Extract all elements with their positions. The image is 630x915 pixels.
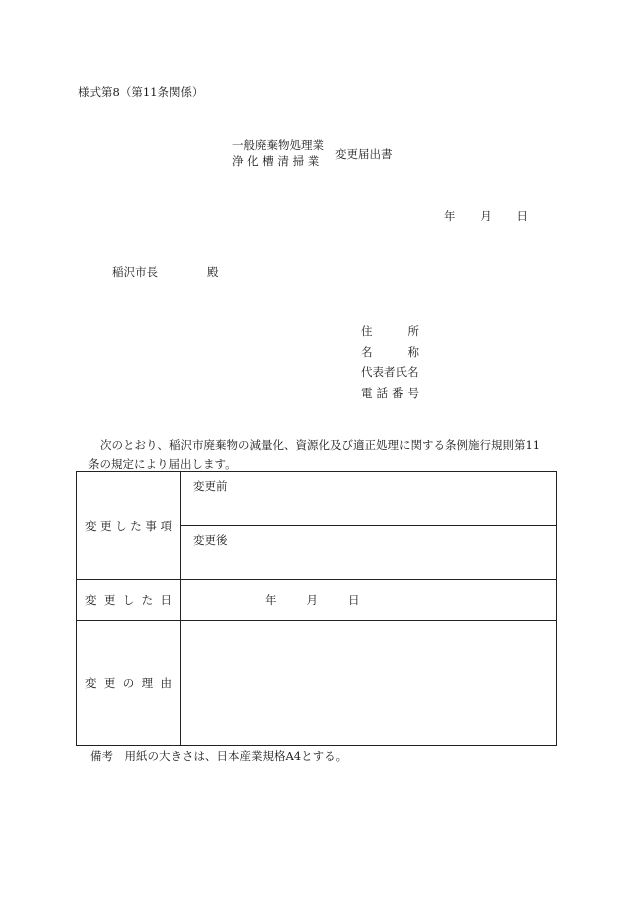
label-char: 変 [85,518,97,533]
label-char: 日 [160,593,172,607]
form-number: 様式第8（第11条関係） [78,85,204,99]
field-phone-label [361,383,419,404]
body-line-1: 次のとおり、稲沢市廃棄物の減量化、資源化及び適正処理に関する条例施行規則第11 [100,438,541,452]
field-address-label [361,321,419,342]
field-address-char-1: 住 [361,324,373,338]
table-row [77,621,557,746]
label-char: 更 [100,518,112,533]
change-date-day: 日 [348,593,360,607]
field-representative-label [361,362,419,383]
field-name-char-1: 名 [361,344,373,359]
changed-item-label [77,472,181,580]
label-char: 更 [103,593,116,607]
submission-date [444,208,528,224]
addressee-name: 稲沢市長 [112,265,158,279]
label-char: 変 [85,593,97,607]
label-char: 理 [141,676,154,690]
applicant-fields [361,321,419,403]
change-reason-label [77,621,181,746]
change-date-month: 月 [306,593,318,607]
change-date-label [77,580,181,621]
label-char: 変 [85,676,97,690]
label-char: 由 [160,676,172,690]
change-table [76,471,557,746]
body-text [88,436,558,474]
field-phone-char-1: 電 [361,385,373,400]
table-row [77,472,557,526]
date-year-label: 年 [444,209,456,223]
label-char: 更 [103,676,116,690]
field-representative-text: 代表者氏名 [361,365,419,379]
title-suffix: 変更届出書 [335,147,393,161]
label-char: 事 [145,518,157,533]
label-char: の [122,676,135,690]
change-date-field[interactable] [181,580,557,621]
after-change-label: 変更後 [193,533,228,547]
title-block [232,137,324,169]
label-char: し [115,518,127,533]
label-char: 項 [160,518,172,533]
before-change-field[interactable] [181,472,557,526]
field-phone-char-2: 話 [376,385,388,400]
field-phone-char-4: 号 [407,385,419,400]
table-row [77,580,557,621]
field-name-label [361,342,419,363]
title-line-1: 一般廃棄物処理業 [232,138,324,152]
change-reason-field[interactable] [181,621,557,746]
after-change-field[interactable] [181,526,557,580]
body-line-2: 条の規定により届出します。 [88,457,237,471]
before-change-label: 変更前 [193,479,228,493]
title-line-2: 浄 化 槽 清 掃 業 [232,154,320,168]
field-address-char-2: 所 [407,324,419,338]
field-name-char-2: 称 [407,344,419,359]
date-month-label: 月 [480,209,492,223]
remarks-note: 備考 用紙の大きさは、日本産業規格A4とする。 [90,749,348,763]
label-char: た [130,518,142,533]
label-char: た [141,593,154,607]
date-day-label: 日 [516,209,528,223]
addressee-honorific: 殿 [207,265,219,279]
change-date-year: 年 [265,593,277,607]
field-phone-char-3: 番 [392,385,404,400]
label-char: し [122,593,135,607]
